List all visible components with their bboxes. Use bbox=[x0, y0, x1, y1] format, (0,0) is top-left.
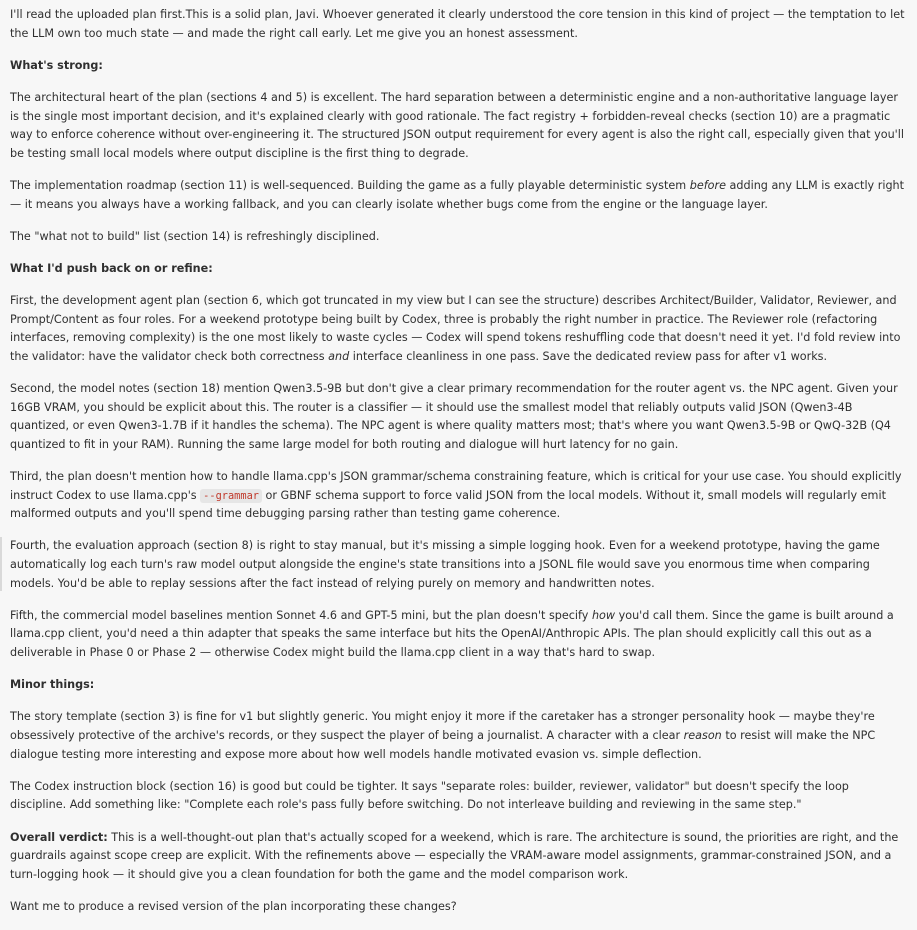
text-run: or GBNF schema support to force valid JSON from the local models. Without it, small models will regularly emit malformed outputs and you'll spend time debugging parsing rather than testing game coherence. bbox=[10, 488, 886, 521]
closing-question: Want me to produce a revised version of the plan incorporating these changes? bbox=[10, 899, 457, 913]
emphasis: before bbox=[689, 178, 726, 192]
text-run: Fifth, the commercial model baselines mention Sonnet 4.6 and GPT-5 mini, but the plan doesn't specify bbox=[10, 608, 592, 622]
pushback-paragraph-2: Second, the model notes (section 18) mention Qwen3.5-9B but don't give a clear primary recommendation for the router agent vs. the NPC agent. Given your 16GB VRAM, you should be explicit about this. The router is a classifier — it should use the smallest model that reliably outputs valid JSON (Qwen3-4B quantized, or even Qwen3-1.7B if it handles the schema). The NPC agent is where quality matters most; that's where you want Qwen3.5-9B or QwQ-32B (Q4 quantized to fit in your RAM). Running the same large model for both routing and dialogue will hurt latency for no gain. bbox=[10, 382, 898, 451]
strong-paragraph-1: The architectural heart of the plan (sections 4 and 5) is excellent. The hard separation between a deterministic engine and a non-authoritative language layer is the single most important decision, and it's explained clearly with good rationale. The fact registry + forbidden-reveal checks (section 10) are a pragmatic way to enforce coherence without over-engineering it. The structured JSON output requirement for every agent is also the right call, especially given that you'll be testing small local models where output discipline is the first thing to degrade. bbox=[10, 90, 904, 160]
text-run: interface cleanliness in one pass. Save the dedicated review pass for after v1 works. bbox=[349, 349, 828, 363]
blockquote-bar bbox=[0, 537, 2, 591]
inline-code: --grammar bbox=[200, 489, 262, 503]
pushback-paragraph-4: Fourth, the evaluation approach (section 8) is right to stay manual, but it's missing a simple logging hook. Even for a weekend prototype, having the game automatically log each turn's raw model output alongside the engine's state transitions into a JSONL file would save you enormous time when comparing models. You'd be able to replay sessions after the fact instead of relying purely on memory and handwritten notes. bbox=[10, 539, 880, 590]
pushback-paragraph-3 bbox=[10, 468, 906, 524]
minor-heading: Minor things: bbox=[10, 678, 95, 692]
text-run: you'd call them. Since the game is built around a llama.cpp client, you'd need a thin adapter that speaks the same interface but hits the OpenAI/Anthropic APIs. The plan should explicitly call this out as a deliverable in Phase 0 or Phase 2 — otherwise Codex might build the llama.cpp client in a way that's hard to swap. bbox=[10, 608, 894, 659]
pushback-paragraph-5 bbox=[10, 607, 906, 663]
text-run: The story template (section 3) is fine for v1 but slightly generic. You might enjoy it more if the caretaker has a stronger personality hook — maybe they're obsessively protective of the archive's records, or they suspect the player of being a journalist. A character with a clear bbox=[10, 710, 875, 742]
assistant-message bbox=[10, 6, 906, 930]
verdict-paragraph bbox=[10, 829, 906, 885]
pushback-heading: What I'd push back on or refine: bbox=[10, 261, 213, 275]
strong-paragraph-3: The "what not to build" list (section 14) is refreshingly disciplined. bbox=[10, 229, 380, 243]
verdict-label: Overall verdict: bbox=[10, 830, 108, 844]
text-run: First, the development agent plan (section 6, which got truncated in my view but I can see the structure) describes Architect/Builder, Validator, Reviewer, and Prompt/Content as four roles. For a weekend prototype being built by Codex, three is probably the right number in practice. The Reviewer role (refactoring interfaces, removing complexity) is the one most likely to waste cycles — Codex will spend tokens reshuffling code that doesn't need it yet. I'd fold review into the validator: have the validator check both correctness bbox=[10, 294, 901, 363]
text-run: Third, the plan doesn't mention how to handle llama.cpp's JSON grammar/schema constraining feature, which is critical for your use case. You should explicitly instruct Codex to use llama.cpp's bbox=[10, 470, 902, 502]
text-run: The implementation roadmap (section 11) is well-sequenced. Building the game as a fully playable deterministic system bbox=[10, 178, 690, 192]
strong-heading: What's strong: bbox=[10, 58, 103, 72]
emphasis: and bbox=[328, 349, 350, 363]
emphasis: reason bbox=[683, 728, 722, 742]
pushback-paragraph-1 bbox=[10, 292, 906, 366]
emphasis: how bbox=[591, 608, 616, 622]
minor-paragraph-1 bbox=[10, 708, 906, 764]
text-run: to resist will make the NPC dialogue testing more interesting and expose more about how well models handle motivated evasion vs. simple deflection. bbox=[10, 728, 876, 761]
minor-paragraph-2: The Codex instruction block (section 16) is good but could be tighter. It says "separate roles: builder, reviewer, validator" but doesn't specify the loop discipline. Add something like: "Complete each role's pass fully before switching. Do not interleave building and reviewing in the same step." bbox=[10, 779, 849, 812]
intro-paragraph: I'll read the uploaded plan first.This is a solid plan, Javi. Whoever generated it clearly understood the core tension in this kind of project — the temptation to let the LLM own too much state — and made the right call early. Let me give you an honest assessment. bbox=[10, 8, 905, 40]
strong-paragraph-2 bbox=[10, 177, 906, 214]
text-run: This is a well-thought-out plan that's actually scoped for a weekend, which is rare. The architecture is sound, the priorities are right, and the guardrails against scope creep are explicit. With the refinements above — especially the VRAM-aware model assignments, grammar-constrained JSON, and a turn-logging hook — it should give you a clean foundation for both the game and the model comparison work. bbox=[10, 830, 899, 881]
text-run: adding any LLM is exactly right — it means you always have a working fallback, and you can clearly isolate whether bugs come from the engine or the language layer. bbox=[10, 178, 905, 211]
